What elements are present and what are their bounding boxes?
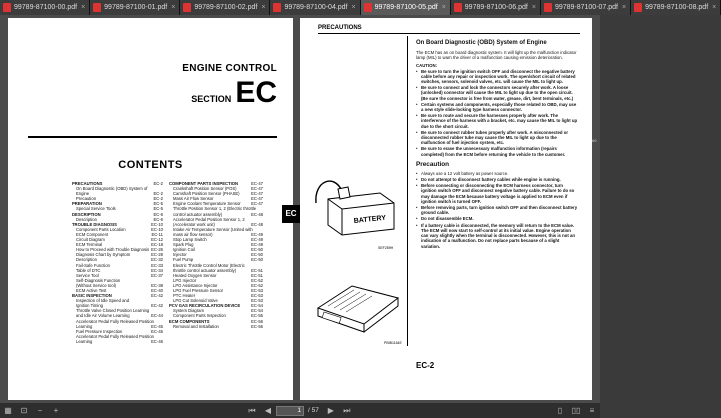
toc-entry-title: ECM Terminal: [76, 242, 103, 248]
toc-entry-page: EC-37: [151, 272, 163, 278]
toc-entry-page: EC-2: [153, 181, 163, 186]
toc-entry-page: EC-55: [251, 313, 263, 319]
zoom-in-icon[interactable]: +: [53, 405, 59, 415]
pdf-page-right: [300, 18, 592, 400]
toc-entry-title: PTC Heater: [173, 293, 196, 299]
toc-entry-page: EC-51: [251, 267, 263, 273]
toc-entry-page: EC-52: [251, 277, 263, 283]
bullet-text: Do not disassemble ECM.: [421, 216, 474, 222]
bullet-text: Be sure to connect and lock the connectors securely after work. A loose (unlocked) connector will cause the MIL to light up due to the open circuit. (Be sure the connector is free from water, grease, dirt, bent terminals, etc.): [421, 85, 574, 101]
toc-entry-title: COMPONENT PARTS INSPECTION: [169, 181, 239, 186]
tab-label: 99789-87100-05.pdf: [374, 4, 438, 11]
pdf-file-icon: [634, 3, 642, 12]
column-divider: [407, 36, 408, 346]
toc-column-left: [72, 181, 163, 344]
section-label: SECTION: [191, 94, 232, 104]
toc-entry-page: EC-50: [251, 257, 263, 263]
toc-entry-title: Circuit Diagram: [76, 237, 105, 243]
page-header: PRECAUTIONS: [318, 24, 580, 34]
toc-entry-title: LPG Cut Solenoid Valve: [173, 298, 218, 304]
toc-entry-title: Throttle Valve Closed Position Learning: [76, 308, 150, 314]
toc-entry-page: EC-12: [151, 237, 163, 243]
prev-page-icon[interactable]: ◀: [264, 405, 272, 415]
bullet-item: [416, 171, 578, 176]
section-side-tab: EC: [282, 205, 300, 223]
close-icon[interactable]: ×: [171, 4, 176, 11]
close-icon[interactable]: ×: [261, 4, 266, 11]
tab-label: 99789-87100-04.pdf: [284, 4, 348, 11]
toc-entry-page: EC-48: [251, 211, 263, 217]
toc-entry-title: Table of DTC: [76, 267, 101, 273]
toc-entry-page: EC-51: [251, 272, 263, 278]
toc-entry-title: Diagnosis Chart by Symptom: [76, 252, 131, 258]
toc-entry-page: EC-50: [251, 252, 263, 258]
toc-entry-page: EC-46: [151, 338, 163, 344]
toc-entry-title: Spark Plug: [173, 242, 194, 248]
toc-entry-title: Ignition Timing: [76, 303, 103, 309]
toc-entry-title: Fuel Pump: [173, 257, 194, 263]
close-icon[interactable]: ×: [441, 4, 446, 11]
bullet-item: [416, 113, 578, 129]
bullet-item: [416, 223, 578, 249]
status-bar: [0, 403, 600, 418]
bullet-item: [416, 183, 578, 204]
pdf-page-left: [8, 18, 293, 400]
tab-label: 99789-87100-01.pdf: [104, 4, 168, 11]
toc-entry-title: PCV GAS RECIRCULATION DEVICE: [169, 303, 241, 309]
toc-entry-page: EC-47: [251, 196, 263, 202]
toc-entry-title: Stop Lamp Switch: [173, 237, 207, 243]
bullet-icon: •: [416, 170, 418, 176]
bullet-text: Be sure to turn the ignition switch OFF and disconnect the negative battery cable before any repair or inspection work. The open/short circuit of related switches, sensors, solenoid valves, etc. will cause the MIL to light up.: [421, 68, 576, 85]
toc-entry[interactable]: [72, 339, 163, 344]
bullet-text: Be sure to route and secure the harnesses properly after work. The interference of the harness with a bracket, etc. may cause the MIL to light up due to the short circuit.: [421, 113, 578, 129]
bullet-text: Before removing parts, turn ignition switch OFF and then disconnect battery ground cable.: [421, 205, 578, 216]
toc-entry-title: Service Tool: [76, 272, 99, 278]
pdf-file-icon: [454, 3, 462, 12]
obd-section: [416, 40, 578, 250]
close-icon[interactable]: ×: [81, 4, 86, 11]
toc-entry-title: Removal and Installation: [173, 323, 219, 329]
pdf-file-icon: [273, 3, 281, 12]
bullet-item: [416, 130, 578, 146]
tab-5[interactable]: [451, 0, 541, 15]
toc-entry-title: Learning: [76, 338, 93, 344]
ecm-illustration: [308, 268, 406, 348]
document-viewer[interactable]: [0, 15, 600, 403]
pdf-file-icon: [544, 3, 552, 12]
toc-entry-title: ECM Active Test: [76, 287, 107, 293]
engine-control-heading: ENGINE CONTROL: [182, 63, 277, 74]
fit-page-icon[interactable]: ⊡: [20, 405, 28, 415]
toc-entry[interactable]: [169, 324, 263, 329]
toc-entry-page: EC-45: [151, 323, 163, 329]
obd-intro: The ECM has an on board diagnostic system. It will light up the malfunction indicator lamp (MIL) to warn the driver of a malfunction causing emission deterioration.: [416, 50, 577, 61]
tab-label: 99789-87100-06.pdf: [464, 4, 528, 11]
tab-label: 99789-87100-07.pdf: [554, 4, 618, 11]
toc-entry-page: EC-42: [151, 303, 163, 309]
toc-entry-page: EC-49: [251, 237, 263, 243]
toc-entry-page: EC-48: [251, 221, 263, 227]
toc-entry-title: Engine Coolant Temperature Sensor: [173, 201, 241, 207]
toc-entry-page: EC-54: [251, 303, 263, 309]
toc-entry-title: Precaution: [76, 196, 97, 202]
toc-entry-page: EC-10: [151, 221, 163, 227]
toc-entry-title: Description: [76, 216, 97, 222]
toc-column-right: [169, 181, 263, 329]
toc-entry-page: EC-53: [251, 287, 263, 293]
toc-entry-title: Component Parts Location: [76, 226, 126, 232]
toc-entry-title: TROUBLE DIAGNOSIS: [72, 221, 117, 227]
bullet-icon: •: [416, 177, 418, 183]
bullet-icon: •: [416, 129, 418, 135]
toc-entry-page: EC-56: [251, 318, 263, 324]
toc-entry-title: LPG Assistance Injector: [173, 282, 218, 288]
tab-2[interactable]: [180, 0, 270, 15]
toc-entry-title: Accelerator Pedal Fully Released Position: [76, 318, 154, 324]
tab-label: 99789-87100-08.pdf: [645, 4, 709, 11]
toc-entry-title: On Board Diagnostic (OBD) System of: [76, 186, 148, 192]
toc-entry-title: Special Service Tools: [76, 206, 116, 212]
toc-entry-page: EC-6: [153, 216, 163, 222]
toc-entry-page: EC-42: [151, 293, 163, 299]
toc-entry-title: control actuator assembly): [173, 211, 223, 217]
toc-entry-page: EC-34: [151, 267, 163, 273]
toc-entry-title: Component Parts Inspection: [173, 313, 226, 319]
tab-label: 99789-87100-02.pdf: [194, 4, 258, 11]
tab-7[interactable]: [631, 0, 721, 15]
toc-entry-page: EC-2: [153, 196, 163, 202]
toc-entry-title: PRECAUTIONS: [72, 181, 103, 186]
tab-0[interactable]: [0, 0, 90, 15]
bullet-item: [416, 177, 578, 182]
toc-entry-title: BASIC INSPECTION: [72, 293, 112, 299]
toc-entry-page: EC-33: [151, 262, 163, 268]
tab-bar: [0, 0, 717, 15]
toc-entry-page: EC-38: [151, 282, 163, 288]
toc-entry-title: (Without Service tool): [76, 282, 117, 288]
next-page-icon[interactable]: ▶: [327, 405, 334, 415]
toc-entry-page: EC-11: [151, 231, 163, 237]
toc-entry-title: LPG Injector: [173, 277, 197, 283]
precaution-list: [416, 171, 578, 249]
bullet-item: [416, 216, 578, 221]
toc-entry-title: throttle control actuator assembly): [173, 267, 237, 273]
pdf-file-icon: [364, 3, 372, 12]
toc-entry-title: LPG Fuel Pressure Sensor: [173, 287, 224, 293]
toc-entry-page: EC-26: [151, 247, 163, 253]
toc-entry-page: EC-47: [251, 186, 263, 192]
bullet-icon: •: [416, 68, 418, 74]
pdf-file-icon: [93, 3, 101, 12]
last-page-icon[interactable]: ⏭: [343, 405, 351, 415]
toc-entry-page: EC-47: [251, 191, 263, 197]
bullet-text: Be sure to erase the unnecessary malfunction information (repairs completed) from the ECM before returning the vehicle to the customer.: [421, 146, 566, 157]
toc-entry-title: Throttle Position Sensor 1, 2 (Electric throttle: [173, 206, 257, 212]
close-icon[interactable]: ×: [712, 4, 717, 11]
toc-entry-page: EC-2: [153, 191, 163, 197]
toc-entry-title: ECM COMPONENTS: [169, 318, 210, 324]
figure-code-2: PBIB1164E: [384, 341, 402, 345]
pdf-file-icon: [3, 3, 11, 12]
title-rule: [28, 136, 277, 138]
toc-entry-page: EC-53: [251, 293, 263, 299]
tab-3[interactable]: [270, 0, 360, 15]
bullet-text: Be sure to connect rubber tubes properly after work. A misconnected or disconnected rubber tube may cause the MIL to light up due to the malfunction of fuel injection system, etc.: [421, 129, 569, 146]
toc-entry-title: Ignition Coil: [173, 247, 195, 253]
grid-view-icon[interactable]: ▦: [4, 405, 12, 415]
single-page-icon[interactable]: ▯: [557, 405, 563, 415]
toc-entry-title: Fail-Safe Function: [76, 262, 110, 268]
bullet-icon: •: [416, 205, 418, 211]
bullet-text: Always use a 12 volt battery as power source.: [421, 170, 509, 176]
toc-entry-page: EC-28: [151, 252, 163, 258]
toc-entry-page: EC-47: [251, 201, 263, 207]
bullet-icon: •: [416, 183, 418, 189]
toc-entry-title: System Diagram: [173, 308, 204, 314]
toc-entry-page: EC-50: [251, 247, 263, 253]
page-navigator: [244, 405, 355, 417]
bullet-icon: •: [416, 101, 418, 107]
tab-label: 99789-87100-00.pdf: [14, 4, 78, 11]
toc-entry-title: Learning: [76, 323, 93, 329]
toc-entry-title: ECM Component: [76, 231, 109, 237]
toc-entry-page: EC-40: [151, 287, 163, 293]
toc-entry-title: Fuel Pressure Inspection: [76, 328, 123, 334]
section-code: EC: [235, 76, 277, 109]
toc-entry-page: EC-45: [151, 328, 163, 334]
bullet-item: [416, 69, 578, 85]
pdf-file-icon: [183, 3, 191, 12]
toc-entry-title: Intake Air Temperature Sensor (United with: [173, 226, 253, 232]
toc-entry-title: Electric Throttle Control Motor (Electric: [173, 262, 245, 268]
toc-entry-page: EC-53: [251, 298, 263, 304]
page-count: / 57: [308, 407, 319, 414]
toc-entry-title: How to Proceed with Trouble Diagnosis: [76, 247, 150, 253]
toc-entry-page: EC-18: [151, 242, 163, 248]
tab-1[interactable]: [90, 0, 180, 15]
bullet-icon: •: [416, 146, 418, 152]
bullet-icon: •: [416, 113, 418, 119]
bullet-item: [416, 146, 578, 156]
side-page-indicator: 69: [592, 138, 597, 143]
toc-entry-title: and Idle Air Volume Learning: [76, 313, 130, 319]
obd-heading: On Board Diagnostic (OBD) System of Engine: [416, 40, 547, 46]
bullet-item: [416, 102, 578, 112]
close-icon[interactable]: ×: [622, 4, 627, 11]
page-number: EC-2: [416, 361, 435, 370]
toc-entry-page: EC-32: [151, 257, 163, 263]
toc-entry-title: Crankshaft Position Sensor (POS): [173, 186, 237, 192]
toc-entry-title: Heated Oxygen Sensor: [173, 272, 217, 278]
toc-entry-page: EC-6: [153, 211, 163, 217]
toc-entry-page: EC-49: [251, 242, 263, 248]
bullet-item: [416, 85, 578, 101]
toc-entry-page: EC-5: [153, 201, 163, 207]
bullet-text: Do not attempt to disconnect battery cables while engine is running.: [421, 177, 561, 183]
toc-entry-title: DESCRIPTION: [72, 211, 101, 217]
figure-code-1: SEF289H: [378, 246, 394, 250]
toc-entry-page: EC-52: [251, 282, 263, 288]
bullet-item: [416, 205, 578, 215]
tab-6[interactable]: [541, 0, 631, 15]
bullet-text: Certain systems and components, especially those related to OBD, may use a new style slide-locking type harness connector.: [421, 101, 577, 113]
toc-entry-page: EC-10: [151, 226, 163, 232]
toc-entry-page: EC-54: [251, 308, 263, 314]
section-title: [182, 63, 277, 108]
tab-4[interactable]: [361, 0, 451, 15]
close-icon[interactable]: ×: [351, 4, 356, 11]
bullet-text: Before connecting or disconnecting the ECM harness connector, turn ignition switch OFF and disconnect negative battery cable. Failure to do so may damage the ECM because battery voltage is applied to ECM even if ignition switch is turned OFF.: [421, 183, 575, 204]
toc-entry-title: Camshaft Position Sensor (PHASE): [173, 191, 240, 197]
toc-entry-page: EC-44: [151, 313, 163, 319]
toc-entry-title: mass air flow sensor): [173, 231, 213, 237]
scroll-view-icon[interactable]: ≡: [589, 405, 595, 415]
toc-entry-title: Self-Diagnosis Function: [76, 277, 121, 283]
toc-entry-page: EC-49: [251, 231, 263, 237]
toc-entry-title: (Accelerator work unit): [173, 221, 215, 227]
toc-entry-title: Engine: [76, 191, 90, 197]
battery-illustration: [308, 163, 406, 253]
two-page-icon[interactable]: ▯▯: [571, 405, 581, 415]
toc-entry-page: EC-5: [153, 206, 163, 212]
zoom-out-icon[interactable]: −: [37, 405, 43, 415]
page-number-input[interactable]: 1: [276, 406, 304, 416]
caution-list: [416, 69, 578, 157]
toc-entry-title: PREPARATION: [72, 201, 102, 207]
bullet-text: If a battery cable is disconnected, the memory will return to the ECM value. The ECM will now start to self-control at its initial value. Engine operation can vary slightly when the terminal is disconnected. However, this is not an indication of a malfunction. Do not replace parts because of a slight variation.: [421, 222, 576, 249]
contents-heading: CONTENTS: [118, 159, 183, 171]
bullet-icon: •: [416, 85, 418, 91]
toc-entry-title: Description: [76, 257, 97, 263]
toc-entry-page: EC-56: [251, 323, 263, 329]
battery-label: BATTERY: [353, 214, 387, 225]
toc-entry-title: Accelerator Pedal Fully Released Position: [76, 333, 154, 339]
bullet-icon: •: [416, 222, 418, 228]
toc-entry-page: EC-47: [251, 181, 263, 186]
bullet-icon: •: [416, 216, 418, 222]
toc-entry-title: Injector: [173, 252, 187, 258]
first-page-icon[interactable]: ⏮: [248, 405, 256, 415]
caution-label: CAUTION:: [416, 63, 438, 69]
toc-entry-title: Accelerator Pedal Position Sensor 1, 2: [173, 216, 245, 222]
toc-entry-title: Inspection of Idle Speed and: [76, 298, 130, 304]
toc-entry-title: Mass Air Flow Sensor: [173, 196, 214, 202]
close-icon[interactable]: ×: [531, 4, 536, 11]
precaution-heading: Precaution: [416, 160, 450, 168]
